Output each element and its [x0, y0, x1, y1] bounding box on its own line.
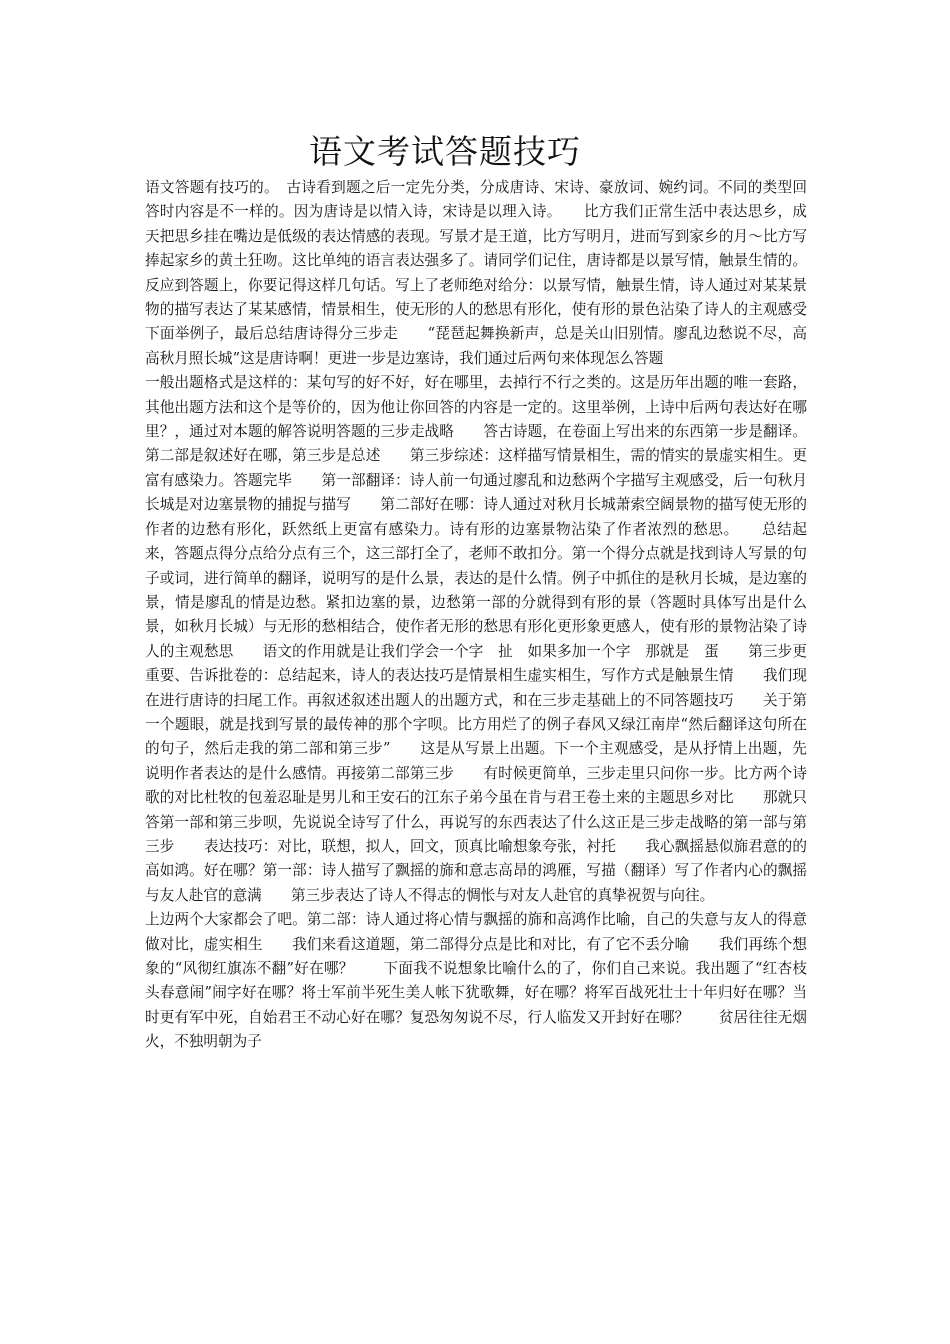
paragraph-3: 上边两个大家都会了吧。第二部：诗人通过将心情与飘摇的旆和高鸿作比喻，自己的失意与友人的得意做对比，虚实相生 我们来看这道题，第二部得分点是比和对比，有了它不丢分喻 我们再练个想象的“风彻红旗冻不翻”好在哪？ 下面我不说想象比喻什么的了，你们自己来说。我出题了“红杏枝头春意闹”闹字好在哪？将士军前半死生美人帐下犹歌舞，好在哪？将军百战死壮士十年归好在哪？当时更有军中死，自始君王不动心好在哪？复恐匆匆说不尽，行人临发又开封好在哪？ 贫居往往无烟火，不独明朝为子 [145, 911, 807, 1051]
document-body [145, 176, 837, 1055]
document-title: 语文考试答题技巧 [309, 132, 581, 171]
paragraph-1: 语文答题有技巧的。 古诗看到题之后一定先分类，分成唐诗、宋诗、豪放词、婉约词。不同的类型回答时内容是不一样的。因为唐诗是以情入诗，宋诗是以理入诗。 比方我们正常生活中表达思乡，成天把思乡挂在嘴边是低级的表达情感的表现。写景才是王道，比方写明月，进而写到家乡的月～比方写捧起家乡的黄土狂吻。这比单纯的语言表达强多了。请同学们记住，唐诗都是以景写情，触景生情的。反应到答题上，你要记得这样几句话。写上了老师绝对给分：以景写情，触景生情，诗人通过对某某景物的描写表达了某某感情，情景相生，使无形的人的愁思有形化，使有形的景色沾染了诗人的主观感受 下面举例子，最后总结唐诗得分三步走 “琵琶起舞换新声，总是关山旧别情。廖乱边愁说不尽，高高秋月照长城”这是唐诗啊！更进一步是边塞诗，我们通过后两句来体现怎么答题 [145, 179, 837, 367]
paragraph-2: 一般出题格式是这样的：某句写的好不好，好在哪里，去掉行不行之类的。这是历年出题的唯一套路，其他出题方法和这个是等价的，因为他让你回答的内容是一定的。这里举例，上诗中后两句表达好在哪里？，通过对本题的解答说明答题的三步走战略 答古诗题，在卷面上写出来的东西第一步是翻译。第二部是叙述好在哪，第三步是总述 第三步综述：这样描写情景相生，需的情实的景虚实相生。更富有感染力。答题完毕 第一部翻译：诗人前一句通过廖乱和边愁两个字描写主观感受，后一句秋月长城是对边塞景物的捕捉与描写 第二部好在哪：诗人通过对秋月长城萧索空阔景物的描写使无形的作者的边愁有形化，跃然纸上更富有感染力。诗有形的边塞景物沾染了作者浓烈的愁思。 总结起来，答题点得分点给分点有三个，这三部打全了，老师不敢扣分。第一个得分点就是找到诗人写景的句子或词，进行简单的翻译，说明写的是什么景，表达的是什么情。例子中抓住的是秋月长城，是边塞的景，情是廖乱的情是边愁。紧扣边塞的景，边愁第一部的分就得到有形的景（答题时具体写出是什么景，如秋月长城）与无形的愁相结合，使作者无形的愁思有形化更形象更感人，使有形的景物沾染了诗人的主观愁思 语文的作用就是让我们学会一个字 扯 如果多加一个字 那就是 蛋 第三步更重要、告诉批卷的：总结起来，诗人的表达技巧是情景相生虚实相生，写作方式是触景生情 我们现在进行唐诗的扫尾工作。再叙述叙述出题人的出题方式，和在三步走基础上的不同答题技巧 关于第一个题眼，就是找到写景的最传神的那个字呗。比方用烂了的例子春风又绿江南岸“然后翻译这句所在的句子，然后走我的第二部和第三步” 这是从写景上出题。下一个主观感受，是从抒情上出题，先说明作者表达的是什么感情。再接第二部第三步 有时候更简单，三步走里只问你一步。比方两个诗歌的对比杜牧的包羞忍耻是男儿和王安石的江东子弟今虽在肯与君王卷土来的主题思乡对比 那就只答第一部和第三步呗，先说说全诗写了什么，再说写的东西表达了什么这正是三步走战略的第一部与第三步 表达技巧：对比，联想，拟人，回文，顶真比喻想象夸张，衬托 我心飘摇悬似旆君意的的高如鸿。好在哪？第一部：诗人描写了飘摇的旆和意志高昂的鸿雁，写描（翻译）写了作者内心的飘摇与友人赴官的意满 第三步表达了诗人不得志的惆怅与对友人赴官的真挚祝贺与向往。 [145, 374, 807, 904]
